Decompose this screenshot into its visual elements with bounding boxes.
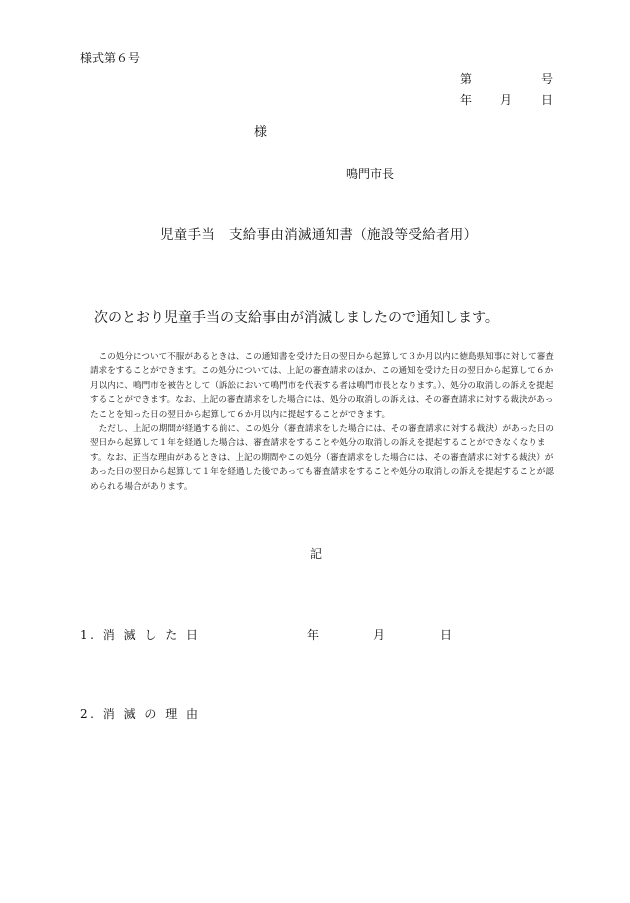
document-number-label: 第 <box>460 72 473 86</box>
notice-paragraph: この処分について不服があるときは、この通知書を受けた日の翌日から起算して３か月以内に徳島県知事に対して審査請求をすることができます。この処分については、上記の審査請求のほか、この通知を受けた日の翌日から起算して６か月以内に、鳴門市を被告として（訴訟において鳴門市を代表する者は鳴門市長となります。）、処分の取消しの訴えを提起することができます。なお、上記の審査請求をした場合には、処分の取消しの訴えは、その審査請求に対する裁決があったことを知った日の翌日から起算して６か月以内に提起することができます。 <box>90 352 554 420</box>
addressee-honorific: 様 <box>254 125 268 140</box>
item-extinction-date-label: 1. 消 滅 し た 日 <box>80 628 201 642</box>
item-extinction-date-day: 日 <box>440 628 453 642</box>
item-extinction-date-year: 年 <box>307 628 320 642</box>
document-number-suffix: 号 <box>541 72 554 86</box>
form-number: 様式第６号 <box>80 51 141 65</box>
item-extinction-reason-label: 2. 消 滅 の 理 由 <box>80 707 201 721</box>
item-extinction-date-month: 月 <box>373 628 386 642</box>
notice-paragraph: ただし、上記の期間が経過する前に、この処分（審査請求をした場合には、その審査請求に対する裁決）があった日の翌日から起算して１年を経過した場合は、審査請求をすることや処分の取消しの訴えを提起することができなくなります。なお、正当な理由があるときは、上記の期間やこの処分（審査請求をした場合には、その審査請求に対する裁決）があった日の翌日から起算して１年を経過した後であっても審査請求をすることや処分の取消しの訴えを提起することが認められる場合があります。 <box>90 424 554 492</box>
appeal-notice <box>90 350 560 494</box>
issue-date-day: 日 <box>541 93 554 107</box>
issue-date-year: 年 <box>460 93 473 107</box>
issue-date-month: 月 <box>500 93 513 107</box>
issuer: 鳴門市長 <box>346 167 395 181</box>
ki-heading: 記 <box>310 547 323 561</box>
lead-text: 次のとおり児童手当の支給事由が消滅しましたので通知します。 <box>94 310 499 326</box>
document-title: 児童手当 支給事由消滅通知書（施設等受給者用） <box>160 227 478 243</box>
